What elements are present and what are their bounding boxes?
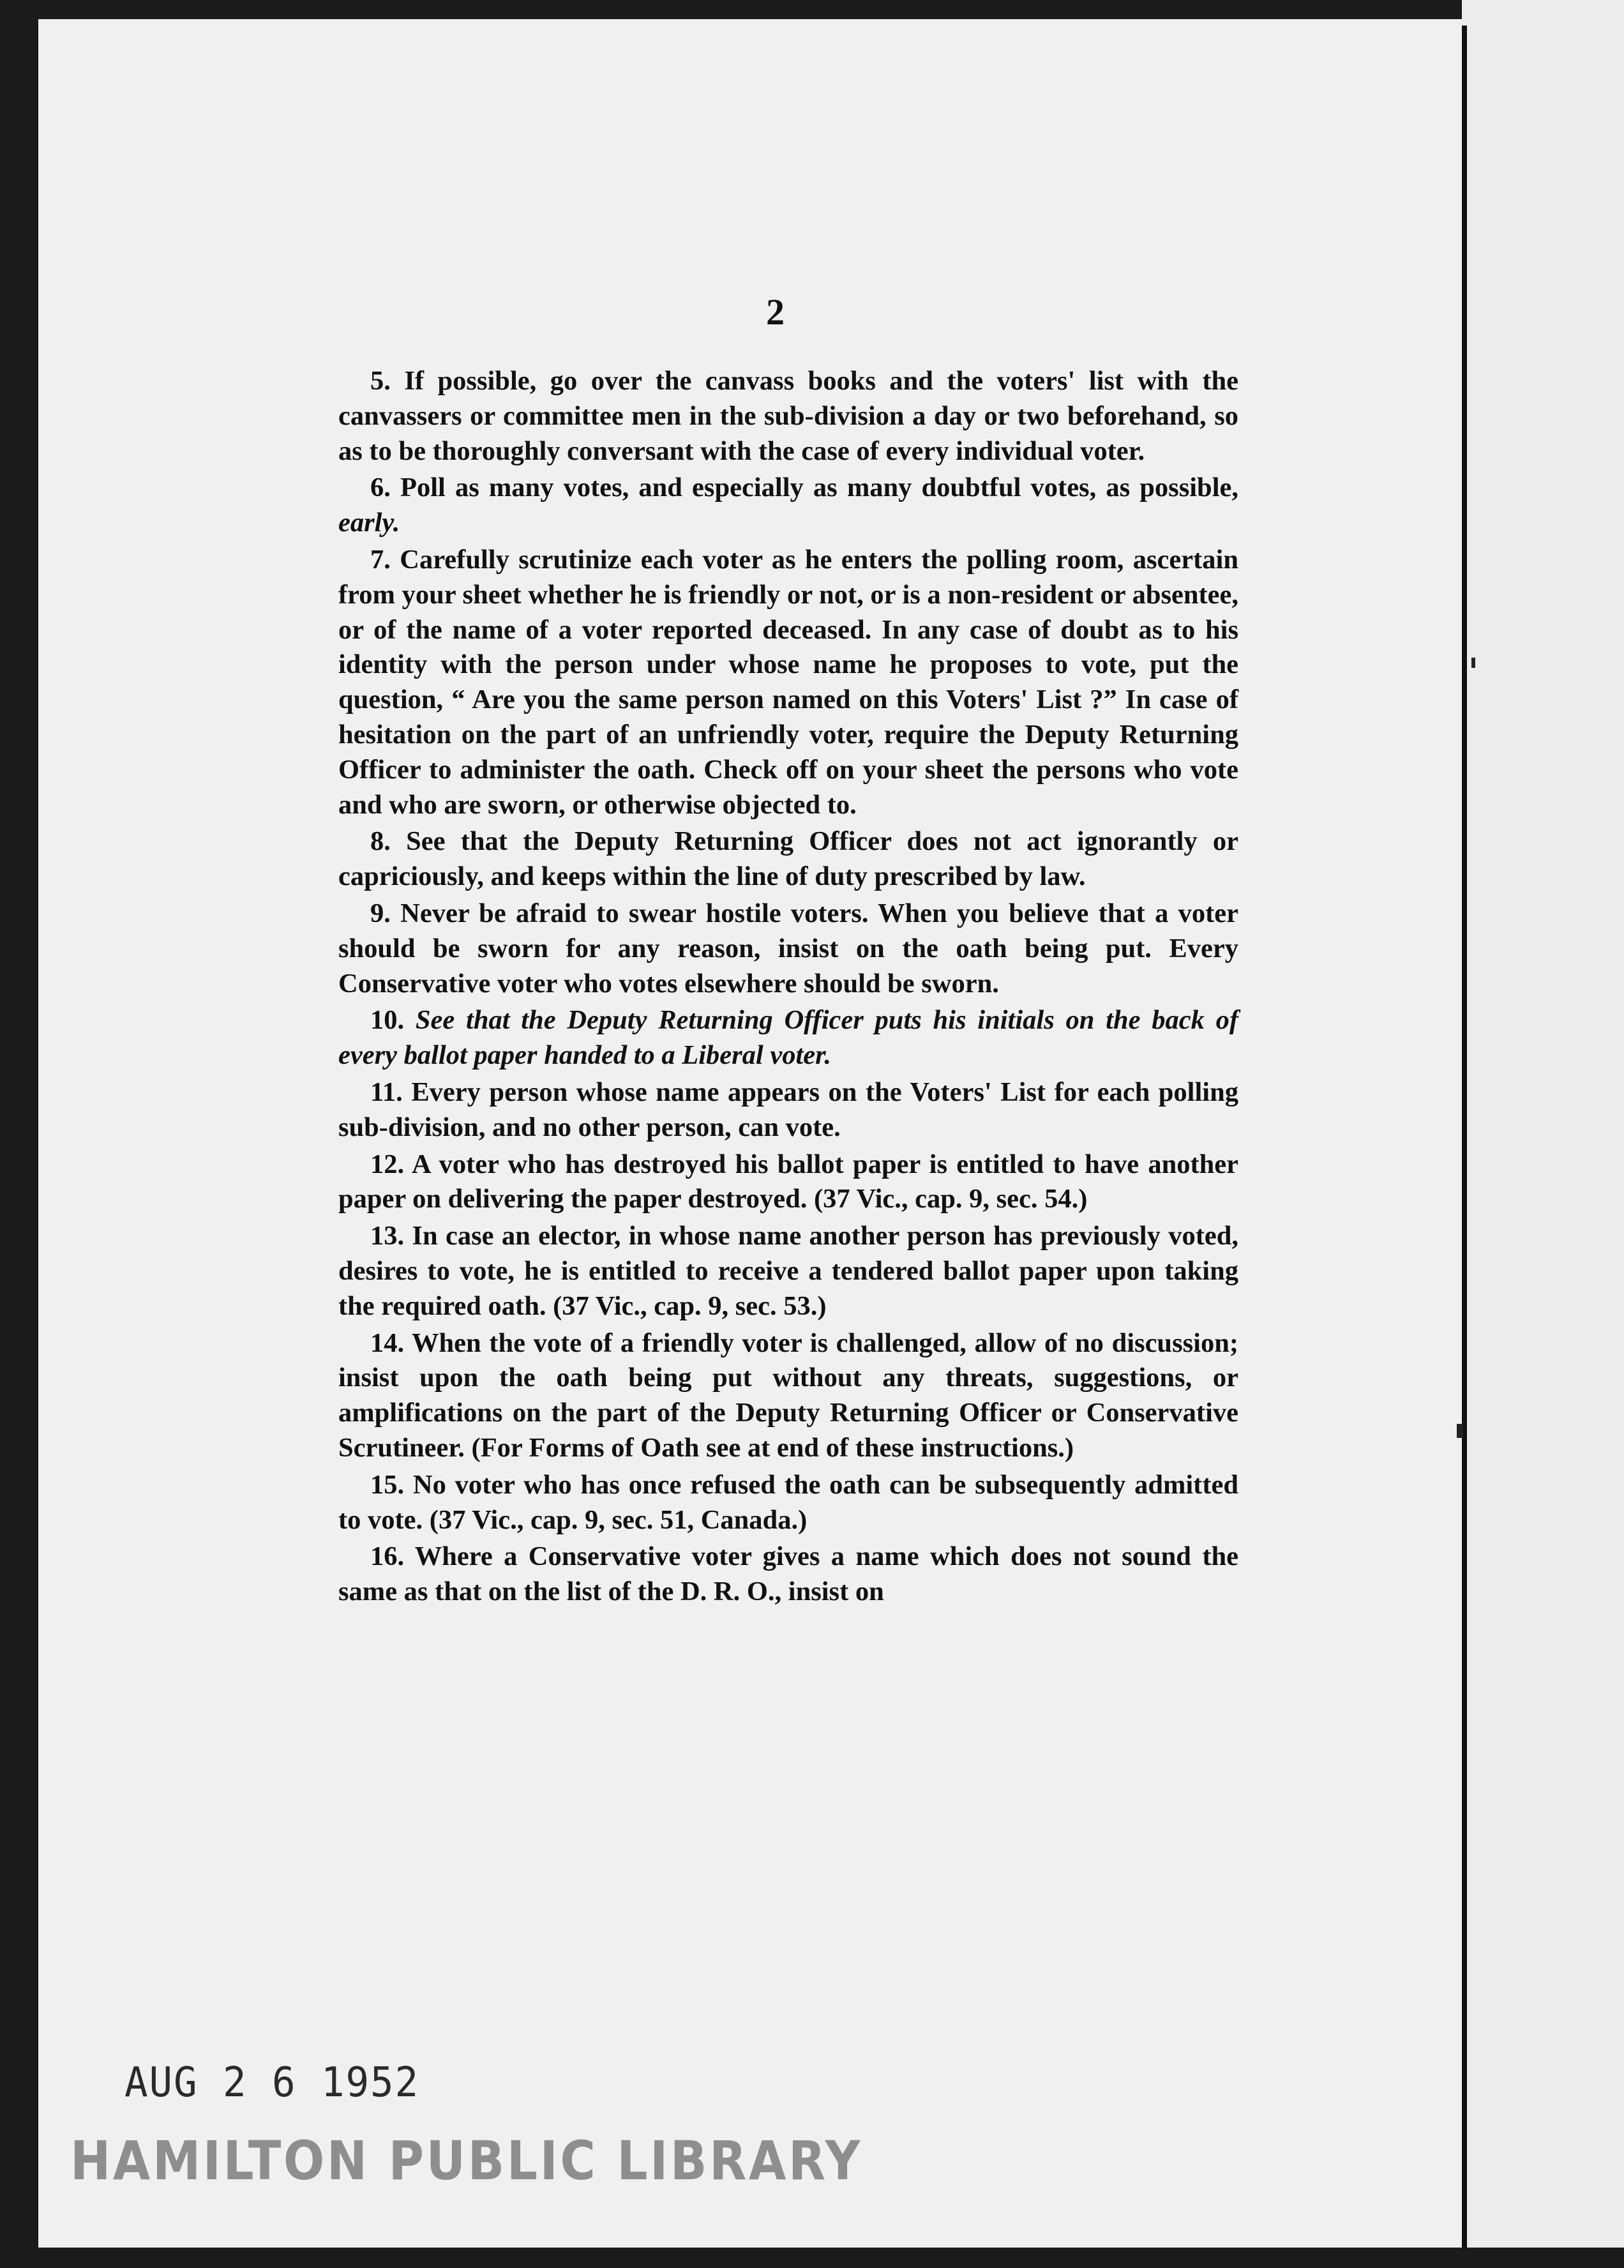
- paragraph-11: 11. Every person whose name appears on the Voters' List for each polling sub-division, and no other person, can vote.: [338, 1077, 1238, 1142]
- paragraph-10: 10. See that the Deputy Returning Officer puts his initials on the back of every ballot paper handed to a Liberal voter.: [338, 1005, 1239, 1071]
- paragraph-12: 12. A voter who has destroyed his ballot paper is entitled to have another paper on delivering the paper destroyed. (37 Vic., cap. 9, sec. 54.): [338, 1149, 1238, 1214]
- margin-mark: [1471, 658, 1475, 668]
- date-stamp: AUG 2 6 1952: [124, 2059, 420, 2106]
- emphasis-initials: See that the Deputy Returning Officer puts his initials on the back of every ballot paper handed to a Liberal voter.: [338, 1005, 1239, 1071]
- paragraph-15: 15. No voter who has once refused the oath can be subsequently admitted to vote. (37 Vic., cap. 9, sec. 51, Canada.): [338, 1469, 1238, 1535]
- page-number: 2: [766, 291, 785, 333]
- scan-border-left: [0, 0, 38, 2268]
- paragraph-16: 16. Where a Conservative voter gives a name which does not sound the same as that on the list of the D. R. O., insist on: [338, 1541, 1238, 1607]
- body-text: [338, 364, 1238, 1612]
- paragraph-5: 5. If possible, go over the canvass books and the voters' list with the canvassers or committee men in the sub-division a day or two beforehand, so as to be thoroughly conversant with the case of every individual voter.: [338, 366, 1238, 466]
- library-stamp: HAMILTON PUBLIC LIBRARY: [70, 2129, 863, 2192]
- paragraph-13: 13. In case an elector, in whose name another person has previously voted, desires to vote, he is entitled to receive a tendered ballot paper upon taking the required oath. (37 Vic., cap. 9, sec. 53.): [338, 1221, 1238, 1321]
- margin-mark: [1457, 1424, 1463, 1438]
- scan-border-bottom: [0, 2248, 1624, 2268]
- paragraph-14: 14. When the vote of a friendly voter is challenged, allow of no discussion; insist upon the oath being put without any threats, suggestions, or amplifications on the part of the Deputy Returning Officer or Conservative Scrutineer. (For Forms of Oath see at end of these instructions.): [338, 1327, 1238, 1463]
- paragraph-7: 7. Carefully scrutinize each voter as he enters the polling room, ascertain from your sheet whether he is friendly or not, or is a non-resident or absentee, or of the name of a voter reported deceased. In any case of doubt as to his identity with the person under whose name he proposes to vote, put the question, “ Are you the same person named on this Voters' List ?” In case of hesitation on the part of an unfriendly voter, require the Deputy Returning Officer to administer the oath. Check off on your sheet the persons who vote and who are sworn, or otherwise objected to.: [338, 544, 1238, 820]
- facing-page-edge: [1462, 0, 1624, 2268]
- paragraph-6: 6. Poll as many votes, and especially as many doubtful votes, as possible, early.: [338, 472, 1238, 538]
- paragraph-8: 8. See that the Deputy Returning Officer does not act ignorantly or capriciously, and keeps within the line of duty prescribed by law.: [338, 826, 1238, 892]
- page-fold-shadow: [1462, 26, 1467, 2260]
- scan-border-top: [0, 0, 1624, 22]
- emphasis-early: early.: [338, 508, 400, 538]
- paragraph-9: 9. Never be afraid to swear hostile voters. When you believe that a voter should be sworn for any reason, insist on the oath being put. Every Conservative voter who votes elsewhere should be sworn.: [338, 898, 1238, 999]
